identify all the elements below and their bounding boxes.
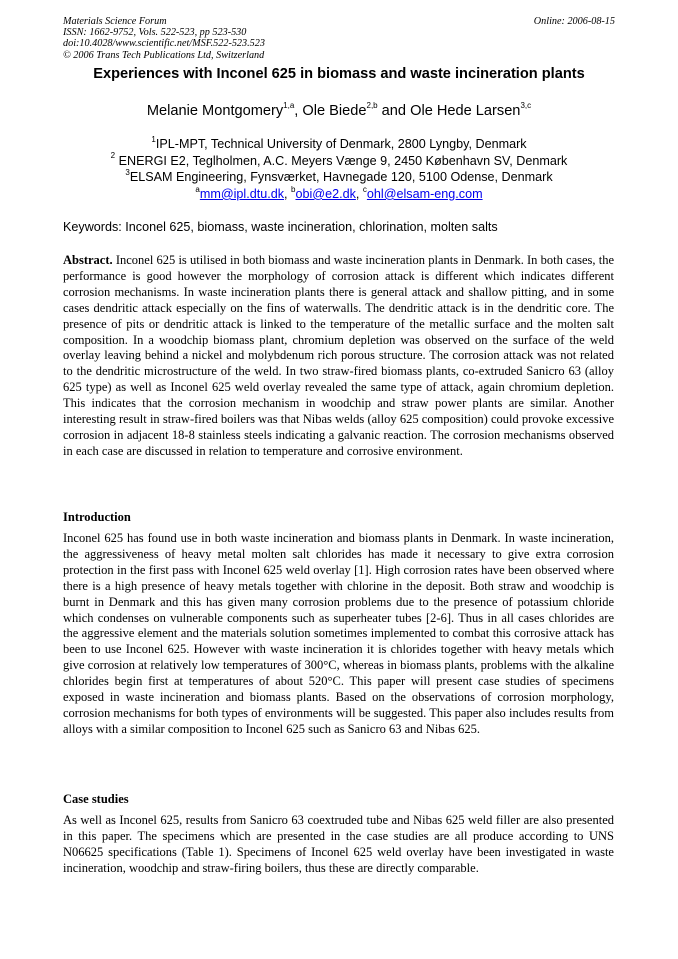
- online-date: Online: 2006-08-15: [533, 16, 615, 27]
- email-superscript: a: [195, 184, 200, 194]
- affiliation-line: [40, 136, 638, 153]
- email-line: [40, 186, 638, 203]
- introduction-paragraph: Inconel 625 has found use in both waste incineration and biomass plants in Denmark. In waste incineration, the aggressiveness of heavy metal molten salt chlorides has made it necessary to give extra corrosion protection in the first pass with Inconel 625 weld overlay [1]. High corrosion rates have been observed where there is a high presence of heavy metals together with chlorine in the deposit. Both straw and woodchip is burnt in Denmark and this has given many corrosion problems due to the presence of potassium chloride which condenses on vulnerable components such as superheater tubes [2-6]. Thus in all cases chlorides are the aggressive element and the materials solution sometimes implemented to combat this corrosive attack has been to use Inconel 625. However with waste incineration it is chlorides together with heavy metals which give corrosion at relatively low temperatures of 300°C, whereas in biomass plants, problems with the alkaline chlorides begin first at temperatures of about 520°C. This paper will present case studies of specimens exposed in waste incineration and biomass plants. Based on the observations of corrosion morphology, corrosion mechanisms for both types of environments will be suggested. This paper also includes results from alloys with a similar composition to Inconel 625 such as Sanicro 63 and Nibas 625.: [63, 531, 614, 736]
- email-separator: ,: [284, 186, 292, 201]
- affiliation-superscript: 1: [151, 134, 156, 144]
- email-separator: ,: [355, 186, 363, 201]
- affiliation-superscript: 3: [125, 168, 130, 177]
- author-name: Melanie Montgomery: [146, 103, 284, 119]
- abstract-text: Inconel 625 is utilised in both biomass and waste incineration plants in Denmark. In both cases, the performance is good however the morphology of corrosion attack is different which indicates different corrosion mechanisms. In waste incineration plants there is general attack and shallow pitting, and in some cases dendritic attack especially on the fins of waterwalls. The dendritic attack is in the dendritic core. The presence of pits or dendritic attack is linked to the temperature of the metallic surface and the molten salt composition. In a woodchip biomass plant, chromium depletion was observed on the surface of the weld overlay leaving behind a nickel and molybdenum rich porous structure. The corrosion attack was not related to the dendritic microstructure of the weld. In two straw-fired biomass plants, co-extruded Sanicro 63 (alloy 625 type) as well as Inconel 625 weld overlay revealed the same type of attack, again chromium depletion. This indicates that the corrosion mechanism in woodchip and straw power plants are similar. Another interesting result in straw-fired boilers was that Nibas welds (alloy 625 composition) could provoke excessive corrosion in adjacent 18-8 stainless steels indicating a galvanic reaction. The corrosion mechanisms observed in each case are discussed in relation to temperature and corrosive environment.: [63, 253, 614, 458]
- affiliation-text: IPL-MPT, Technical University of Denmark, 2800 Lyngby, Denmark: [155, 137, 527, 151]
- affiliation-text: ENERGI E2, Teglholmen, A.C. Meyers Vænge 9, 2450 København SV, Denmark: [115, 153, 568, 168]
- email-superscript: c: [362, 184, 367, 194]
- affiliation-list: [40, 136, 638, 202]
- journal-name: Materials Science Forum: [63, 16, 167, 27]
- email-link-a[interactable]: mm@ipl.dtu.dk: [199, 186, 285, 201]
- paper-title: Experiences with Inconel 625 in biomass and waste incineration plants: [93, 66, 585, 82]
- author-superscript: 1,a: [283, 101, 295, 111]
- author-list: [40, 102, 638, 120]
- author-superscript: 2,b: [366, 101, 378, 111]
- email-superscript: b: [291, 184, 296, 194]
- case-studies-heading: Case studies: [63, 792, 129, 806]
- journal-header: [63, 16, 615, 61]
- copyright-line: © 2006 Trans Tech Publications Ltd, Switzerland: [63, 49, 265, 61]
- author-name: Ole Hede Larsen: [410, 103, 521, 119]
- abstract-label: Abstract.: [63, 253, 113, 267]
- email-link-b[interactable]: obi@e2.dk: [295, 186, 356, 201]
- abstract-paragraph: [63, 253, 614, 460]
- affiliation-line: [40, 153, 638, 170]
- affiliation-text: ELSAM Engineering, Fynsværket, Havnegade 120, 5100 Odense, Denmark: [129, 170, 553, 185]
- email-link-c[interactable]: ohl@elsam-eng.com: [366, 186, 483, 201]
- author-superscript: 3,c: [520, 101, 532, 111]
- author-name: Ole Biede: [302, 103, 367, 119]
- author-separator: and: [377, 103, 411, 119]
- doi-line: doi:10.4028/www.scientific.net/MSF.522-523.523: [63, 38, 265, 50]
- affiliation-line: [40, 169, 638, 186]
- introduction-heading: Introduction: [63, 510, 131, 524]
- issn-line: ISSN: 1662-9752, Vols. 522-523, pp 523-530: [63, 27, 247, 39]
- affiliation-superscript: 2: [110, 151, 116, 161]
- keywords-line: Keywords: Inconel 625, biomass, waste incineration, chlorination, molten salts: [63, 220, 498, 234]
- author-separator: ,: [294, 103, 303, 119]
- case-studies-paragraph: As well as Inconel 625, results from Sanicro 63 coextruded tube and Nibas 625 weld filler are also presented in this paper. The specimens which are presented in the case studies are all produce according to UNS N06625 specifications (Table 1). Specimens of Inconel 625 weld overlay have been investigated in waste incineration, woodchip and straw-firing boilers, thus these are directly comparable.: [63, 813, 614, 875]
